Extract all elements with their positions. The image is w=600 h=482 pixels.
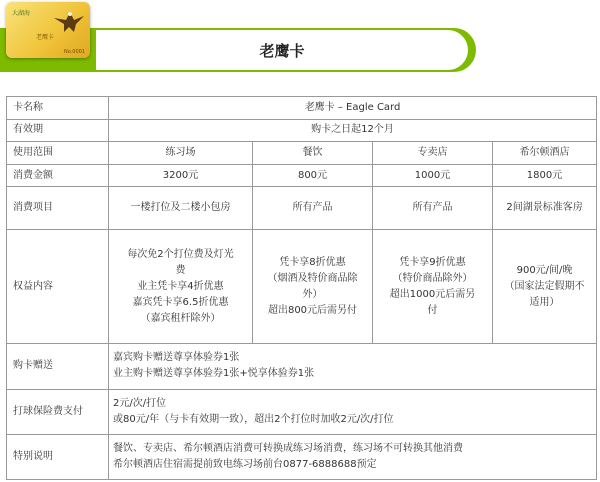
card-name-value: 老鹰卡 – Eagle Card bbox=[109, 97, 597, 120]
benefit-line: 业主凭卡享4折优惠 bbox=[137, 280, 224, 292]
benefit-line: 超出1000元后需另 bbox=[389, 288, 476, 300]
benefits-cell-dining bbox=[253, 230, 373, 344]
amount-cell: 800元 bbox=[253, 164, 373, 187]
items-cell: 一楼打位及二楼小包房 bbox=[109, 187, 253, 230]
row-label: 权益内容 bbox=[7, 230, 109, 344]
card-number-text: No.0001 bbox=[64, 49, 86, 55]
scope-cell: 专卖店 bbox=[373, 142, 493, 165]
table-row bbox=[7, 119, 597, 142]
row-label: 消费金额 bbox=[7, 164, 109, 187]
validity-value: 购卡之日起12个月 bbox=[109, 119, 597, 142]
row-label: 打球保险费支付 bbox=[7, 389, 109, 434]
notes-value bbox=[109, 434, 597, 479]
benefit-line: （烟酒及特价商品除 bbox=[267, 272, 358, 284]
gift-line: 业主购卡赠送尊享体验券1张+悦享体验券1张 bbox=[113, 368, 315, 380]
table-row bbox=[7, 389, 597, 434]
benefit-line: 超出800元后需另付 bbox=[267, 304, 358, 316]
table-row bbox=[7, 97, 597, 120]
insurance-line: 或80元/年（与卡有效期一致），超出2个打位时加收2元/次/打位 bbox=[113, 413, 394, 425]
notes-line: 希尔顿酒店住宿需提前致电练习场前台0877-6888688预定 bbox=[113, 458, 377, 470]
benefit-line: 900元/间/晚 bbox=[516, 264, 573, 276]
card-info-table bbox=[6, 96, 597, 480]
items-cell: 所有产品 bbox=[253, 187, 373, 230]
amount-cell: 1000元 bbox=[373, 164, 493, 187]
scope-cell: 练习场 bbox=[109, 142, 253, 165]
benefit-line: 付 bbox=[427, 304, 438, 316]
page-title: 老鹰卡 bbox=[96, 30, 468, 70]
table-row bbox=[7, 164, 597, 187]
eagle-icon bbox=[52, 8, 86, 34]
row-label: 特别说明 bbox=[7, 434, 109, 479]
card-name-text: 老鹰卡 bbox=[36, 34, 55, 41]
items-cell: 所有产品 bbox=[373, 187, 493, 230]
notes-line: 餐饮、专卖店、希尔顿酒店消费可转换成练习场消费，练习场不可转换其他消费 bbox=[113, 442, 463, 454]
scope-cell: 希尔顿酒店 bbox=[493, 142, 597, 165]
benefits-cell-range bbox=[109, 230, 253, 344]
row-label: 使用范围 bbox=[7, 142, 109, 165]
items-cell: 2间湖景标准客房 bbox=[493, 187, 597, 230]
benefits-cell-shop bbox=[373, 230, 493, 344]
scope-cell: 餐饮 bbox=[253, 142, 373, 165]
row-label: 有效期 bbox=[7, 119, 109, 142]
benefit-line: 外） bbox=[302, 288, 323, 300]
card-logo-text: 大湖海 bbox=[12, 10, 31, 17]
benefit-line: （特价商品除外） bbox=[392, 272, 473, 284]
table-row bbox=[7, 230, 597, 344]
benefit-line: 凭卡享9折优惠 bbox=[399, 256, 466, 268]
amount-cell: 1800元 bbox=[493, 164, 597, 187]
insurance-value bbox=[109, 389, 597, 434]
benefit-line: 适用） bbox=[529, 296, 560, 308]
gift-value bbox=[109, 344, 597, 389]
insurance-line: 2元/次/打位 bbox=[113, 397, 167, 409]
benefit-line: （嘉宾租杆除外） bbox=[140, 312, 221, 324]
table-row bbox=[7, 187, 597, 230]
row-label: 购卡赠送 bbox=[7, 344, 109, 389]
gift-line: 嘉宾购卡赠送尊享体验券1张 bbox=[113, 352, 240, 364]
benefit-line: （国家法定假期不 bbox=[504, 280, 585, 292]
benefit-line: 费 bbox=[175, 264, 186, 276]
table-row bbox=[7, 434, 597, 479]
benefit-line: 每次免2个打位费及灯光 bbox=[127, 248, 234, 260]
card-image bbox=[6, 2, 90, 58]
row-label: 消费项目 bbox=[7, 187, 109, 230]
row-label: 卡名称 bbox=[7, 97, 109, 120]
benefit-line: 嘉宾凭卡享6.5折优惠 bbox=[132, 296, 229, 308]
amount-cell: 3200元 bbox=[109, 164, 253, 187]
table-row bbox=[7, 142, 597, 165]
benefits-cell-hotel bbox=[493, 230, 597, 344]
benefit-line: 凭卡享8折优惠 bbox=[279, 256, 346, 268]
table-row bbox=[7, 344, 597, 389]
